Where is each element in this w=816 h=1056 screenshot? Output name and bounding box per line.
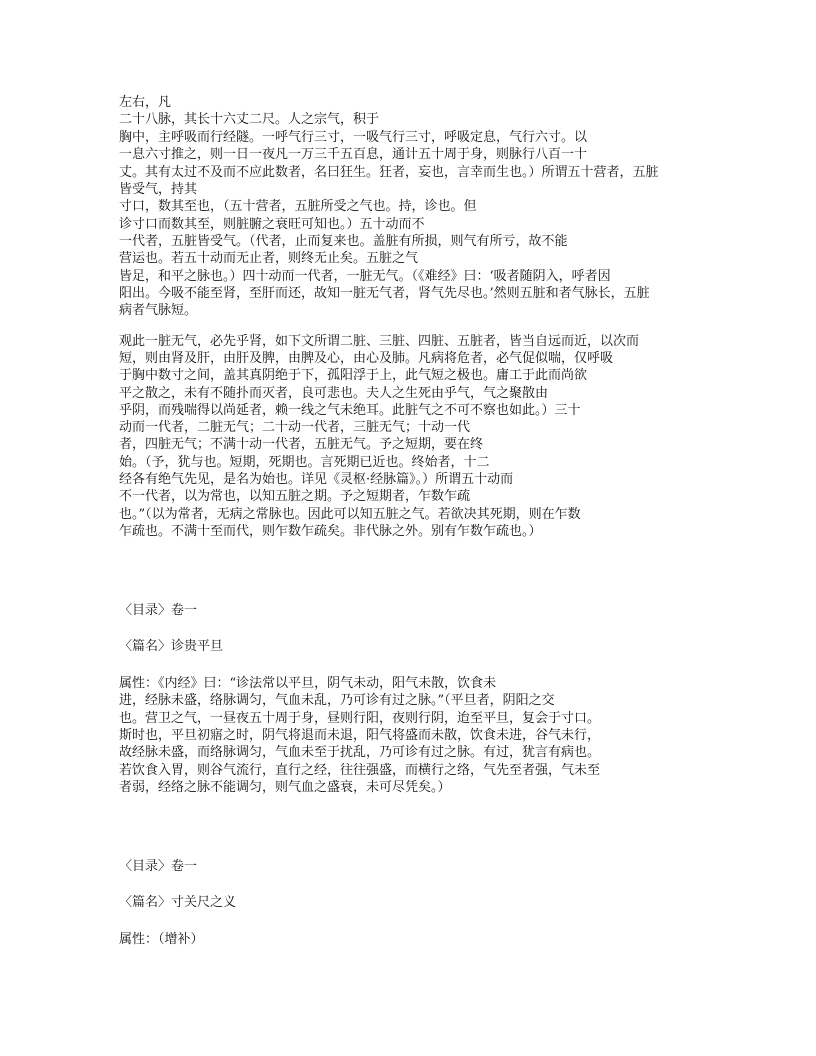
text-line: 一代者，五脏皆受气。（代者，止而复来也。盖脏有所损，则气有所亏，故不能 [119, 234, 568, 249]
text-line: 寸口，数其至也，（五十营者，五脏所受之气也。持，诊也。但 [119, 199, 477, 214]
text-line: 经各有绝气先见，是名为始也。详见《灵枢·经脉篇》。）所谓五十动而 [119, 472, 514, 487]
text-line: 故经脉未盛，而络脉调匀，气血未至于扰乱，乃可诊有过之脉。有过，犹言有病也。 [119, 745, 601, 761]
text-line: 于胸中数寸之间，盖其真阴绝于下，孤阳浮于上，此气短之极也。庸工于此而尚欲 [119, 368, 588, 383]
text-line: 若饮食入胃，则谷气流行，直行之经，往往强盛，而横行之络，气先至者强，气未至 [119, 762, 601, 778]
text-line: 左右，凡 [119, 95, 172, 110]
text-line: 者，四脏无气；不满十动一代者，五脏无气。予之短期，要在终 [119, 437, 484, 452]
text-line: 丈。其有太过不及而不应此数者，名曰狂生。狂者，妄也，言幸而生也。）所谓五十营者，五脏 [119, 165, 659, 180]
attribute-line: 属性：（增补） [119, 932, 204, 947]
catalog-label: 〈目录〉卷一 [119, 603, 198, 618]
text-line: 营运也。若五十动而无止者，则终无止矣。五脏之气 [119, 251, 419, 266]
text-line: 短，则由肾及肝，由肝及脾，由脾及心，由心及肺。凡病将危者，必气促似喘，仅呼吸 [119, 351, 614, 366]
catalog-label: 〈目录〉卷一 [119, 859, 198, 874]
text-line: 皆足，和平之脉也。）四十动而一代者，一脏无气。（《难经》曰：‘吸者随阴入，呼者因 [119, 269, 611, 284]
text-line: 阳出。今吸不能至肾，至肝而还，故知一脏无气者，肾气先尽也。’然则五脏和者气脉长，五脏 [119, 286, 650, 301]
text-line: 者弱，经络之脉不能调匀，则气血之盛衰，未可尽凭矣。） [119, 779, 451, 795]
chapter-title: 〈篇名〉诊贵平旦 [119, 639, 224, 654]
chapter-title: 〈篇名〉寸关尺之义 [119, 895, 237, 910]
text-line: 动而一代者，二脏无气；二十动一代者，三脏无气；十动一代 [119, 420, 471, 435]
text-line: 胸中，主呼吸而行经隧。一呼气行三寸，一吸气行三寸，呼吸定息，气行六寸。以 [119, 130, 588, 145]
text-line: 不一代者，以为常也，以知五脏之期。予之短期者，乍数乍疏 [119, 489, 471, 504]
text-line: 平之散之，未有不随扑而灭者，良可悲也。夫人之生死由乎气，气之聚散由 [119, 386, 549, 401]
text-line: 一息六寸推之，则一日一夜凡一万三千五百息，通计五十周于身，则脉行八百一十 [119, 147, 588, 162]
text-line: 也。营卫之气，一昼夜五十周于身，昼则行阳，夜则行阴，迨至平旦，复会于寸口。 [119, 710, 601, 726]
text-line: 也。”（以为常者，无病之常脉也。因此可以知五脏之气。若欲决其死期，则在乍数 [119, 507, 581, 522]
text-line: 始。（予，犹与也。短期，死期也。言死期已近也。终始者，十二 [119, 455, 490, 470]
text-line: 诊寸口而数其至，则脏腑之衰旺可知也。）五十动而不 [119, 217, 425, 232]
text-line: 观此一脏无气，必先乎肾，如下文所谓二脏、三脏、四脏、五脏者，皆当自远而近，以次而 [119, 334, 640, 349]
text-line: 二十八脉，其长十六丈二尺。人之宗气，积于 [119, 112, 380, 127]
text-line: 病者气脉短。 [119, 303, 198, 318]
text-line: 斯时也，平旦初寤之时，阴气将退而未退，阳气将盛而未散，饮食未进，谷气未行， [119, 727, 601, 743]
text-line: 乍疏也。不满十至而代，则乍数乍疏矣。非代脉之外。别有乍数乍疏也。） [119, 524, 542, 539]
text-line: 皆受气，持其 [119, 182, 198, 197]
text-line: 乎阴，而残喘得以尚延者，赖一线之气未绝耳。此脏气之不可不察也如此。）三十 [119, 403, 581, 418]
text-line: 进，经脉未盛，络脉调匀，气血未乱，乃可诊有过之脉。”（平旦者，阴阳之交 [119, 693, 555, 709]
text-line: 属性：《内经》曰：“诊法常以平旦，阴气未动，阳气未散，饮食未 [119, 676, 497, 691]
